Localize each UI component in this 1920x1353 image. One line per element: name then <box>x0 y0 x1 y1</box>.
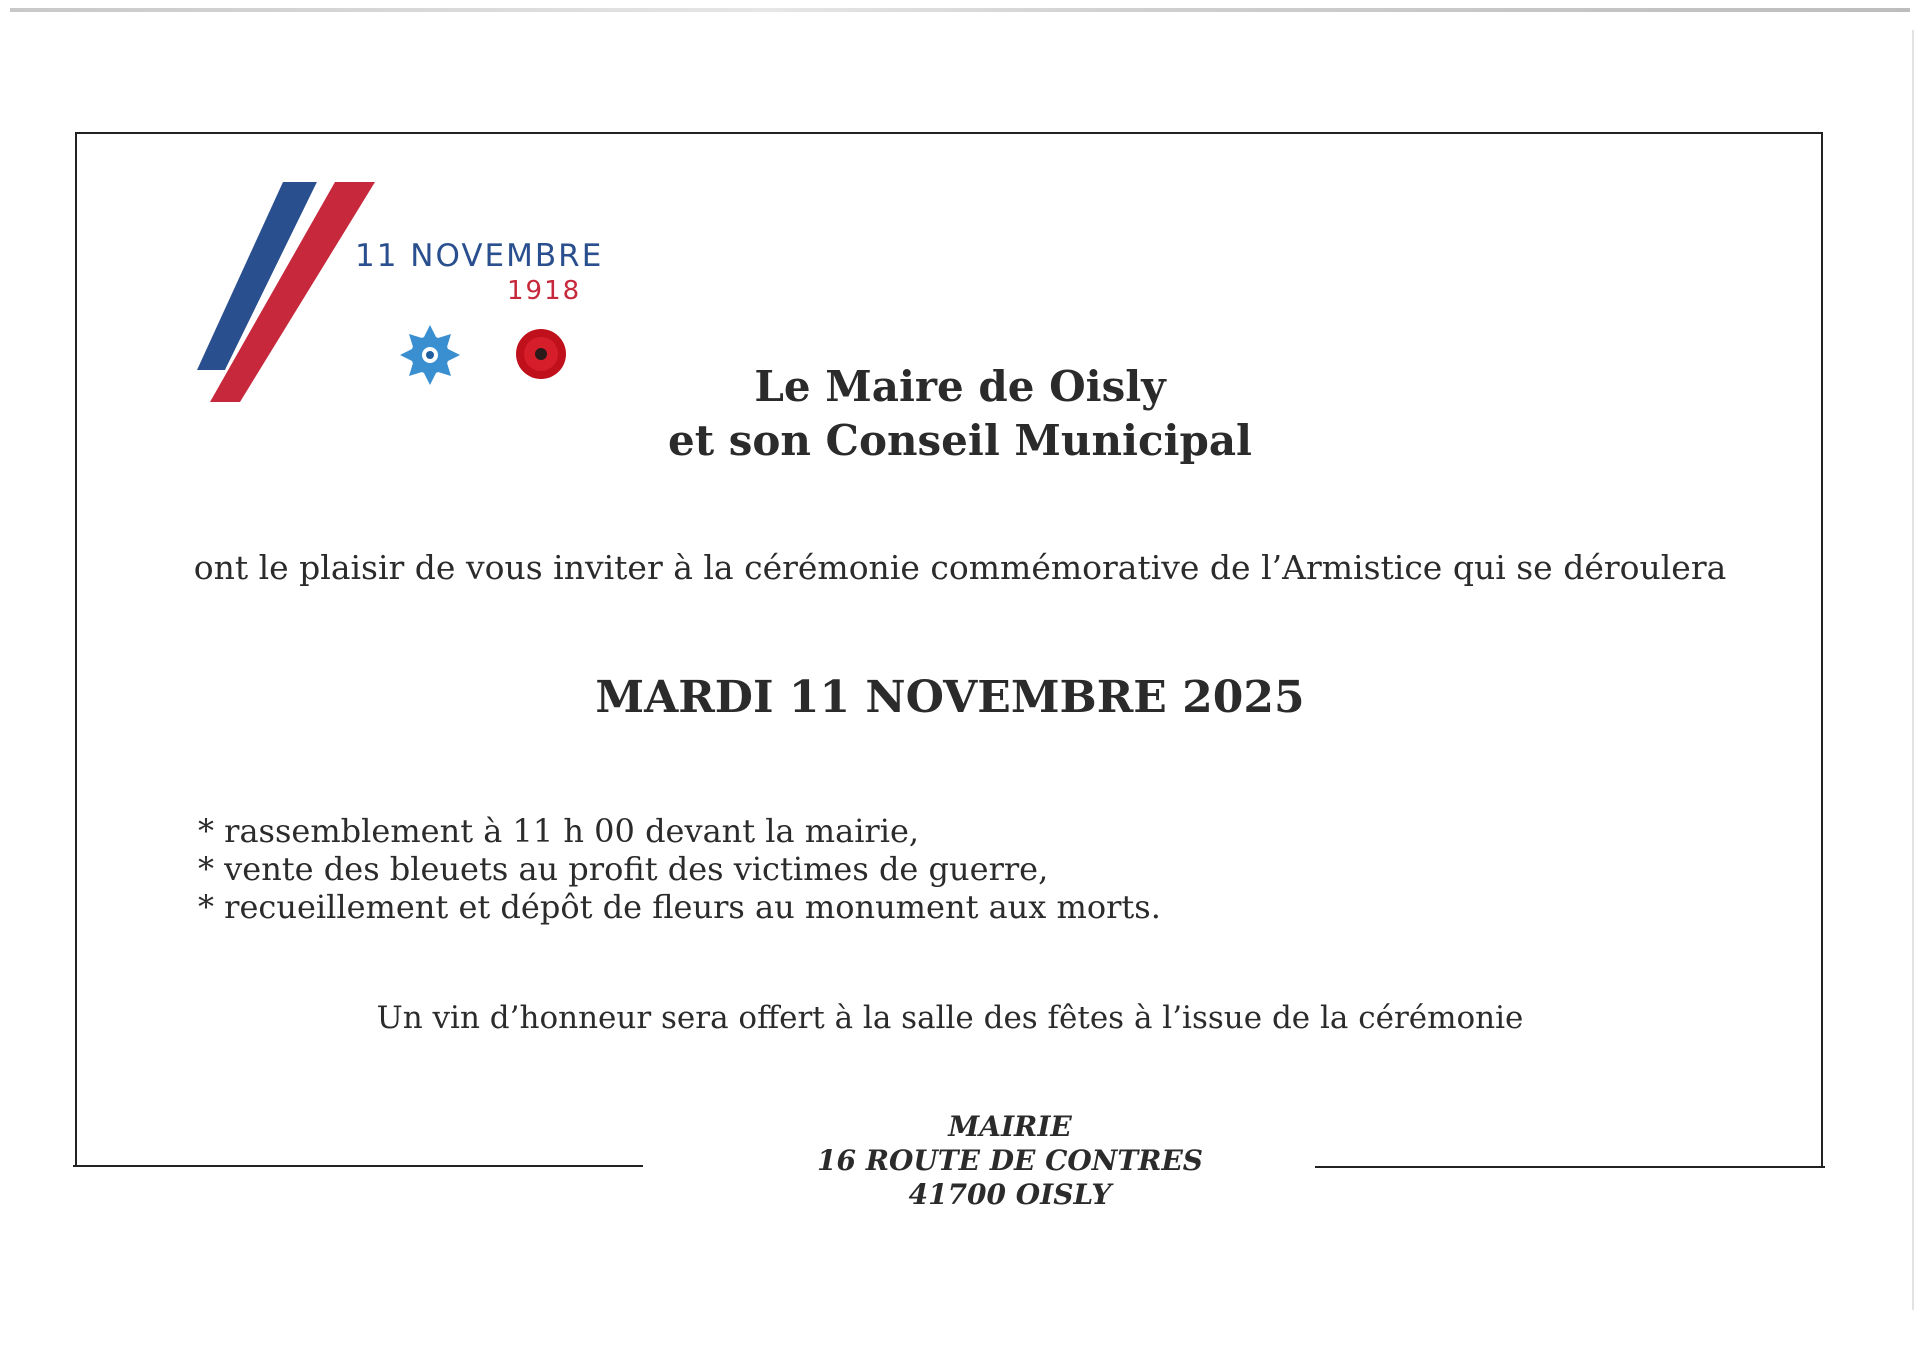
program-item: * vente des bleuets au profit des victimes de guerre, <box>198 850 1049 888</box>
logo-title: 11 NOVEMBRE <box>355 238 604 274</box>
address-line-city: 41700 OISLY <box>908 1178 1112 1211</box>
ceremony-date: MARDI 11 NOVEMBRE 2025 <box>595 672 1305 723</box>
frame-bottom-right-line <box>1315 1166 1825 1168</box>
program-item: * recueillement et dépôt de fleurs au monument aux morts. <box>198 888 1161 926</box>
program-list <box>198 812 1161 926</box>
heading-line-mayor: Le Maire de Oisly <box>754 362 1166 411</box>
invitation-heading <box>0 360 1920 468</box>
logo-year: 1918 <box>507 276 582 306</box>
scan-edge-right <box>1912 30 1914 1310</box>
scan-edge-top <box>10 8 1910 12</box>
reception-note: Un vin d’honneur sera offert à la salle des fêtes à l’issue de la cérémonie <box>376 1000 1524 1036</box>
heading-line-council: et son Conseil Municipal <box>667 416 1253 465</box>
mairie-address <box>780 1110 1240 1212</box>
program-item: * rassemblement à 11 h 00 devant la mairie, <box>198 812 920 850</box>
address-line-name: MAIRIE <box>948 1110 1072 1143</box>
invitation-intro: ont le plaisir de vous inviter à la cérémonie commémorative de l’Armistice qui se déroulera <box>193 548 1727 587</box>
frame-bottom-left-line <box>73 1165 643 1167</box>
address-line-street: 16 ROUTE DE CONTRES <box>816 1144 1204 1177</box>
